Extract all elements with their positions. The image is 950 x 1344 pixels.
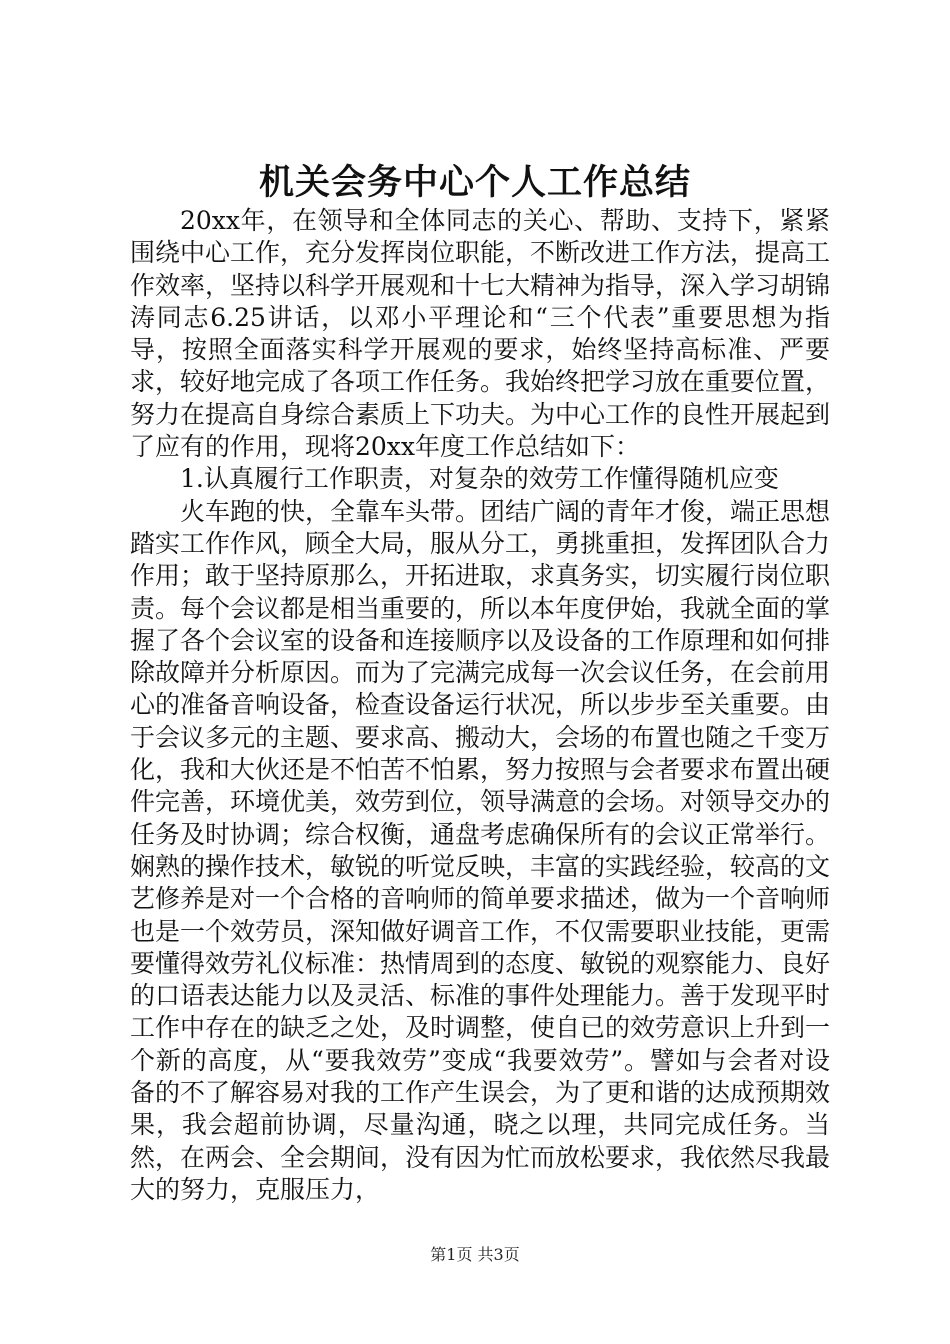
document-title: 机关会务中心个人工作总结	[258, 162, 691, 203]
section-heading: 1.认真履行工作职责，对复杂的效劳工作懂得随机应变	[180, 464, 779, 494]
page-number-footer: 第1页 共3页	[430, 1245, 520, 1264]
body-paragraph: 火车跑的快，全靠车头带。团结广阔的青年才俊，端正思想踏实工作作风，顾全大局，服从分工，勇挑重担，发挥团队合力作用；敢于坚持原那么，开拓进取，求真务实，切实履行岗位职责。每个会议都是相当重要的，所以本年度伊始，我就全面的掌握了各个会议室的设备和连接顺序以及设备的工作原理和如何排除故障并分析原因。而为了完满完成每一次会议任务，在会前用心的准备音响设备，检查设备运行状况，所以步步至关重要。由于会议多元的主题、要求高、搬动大，会场的布置也随之千变万化，我和大伙还是不怕苦不怕累，努力按照与会者要求布置出硬件完善，环境优美，效劳到位，领导满意的会场。对领导交办的任务及时协调；综合权衡，通盘考虑确保所有的会议正常举行。娴熟的操作技术，敏锐的听觉反映，丰富的实践经验，较高的文艺修养是对一个合格的音响师的简单要求描述，做为一个音响师也是一个效劳员，深知做好调音工作，不仅需要职业技能，更需要懂得效劳礼仪标准：热情周到的态度、敏锐的观察能力、良好的口语表达能力以及灵活、标准的事件处理能力。善于发现平时工作中存在的缺乏之处，及时调整，使自已的效劳意识上升到一个新的高度，从“要我效劳”变成“我要效劳”。譬如与会者对设备的不了解容易对我的工作产生误会，为了更和谐的达成预期效果，我会超前协调，尽量沟通，晓之以理，共同完成任务。当然，在两会、全会期间，没有因为忙而放松要求，我依然尽我最大的努力，克服压力，	[130, 496, 831, 1204]
intro-paragraph: 20xx年，在领导和全体同志的关心、帮助、支持下，紧紧围绕中心工作，充分发挥岗位职能，不断改进工作方法，提高工作效率，坚持以科学开展观和十七大精神为指导，深入学习胡锦涛同志6.25讲话，以邓小平理论和“三个代表”重要思想为指导，按照全面落实科学开展观的要求，始终坚持高标准、严要求，较好地完成了各项工作任务。我始终把学习放在重要位置，努力在提高自身综合素质上下功夫。为中心工作的良性开展起到了应有的作用，现将20xx年度工作总结如下：	[130, 206, 831, 462]
document-body	[130, 205, 830, 1206]
